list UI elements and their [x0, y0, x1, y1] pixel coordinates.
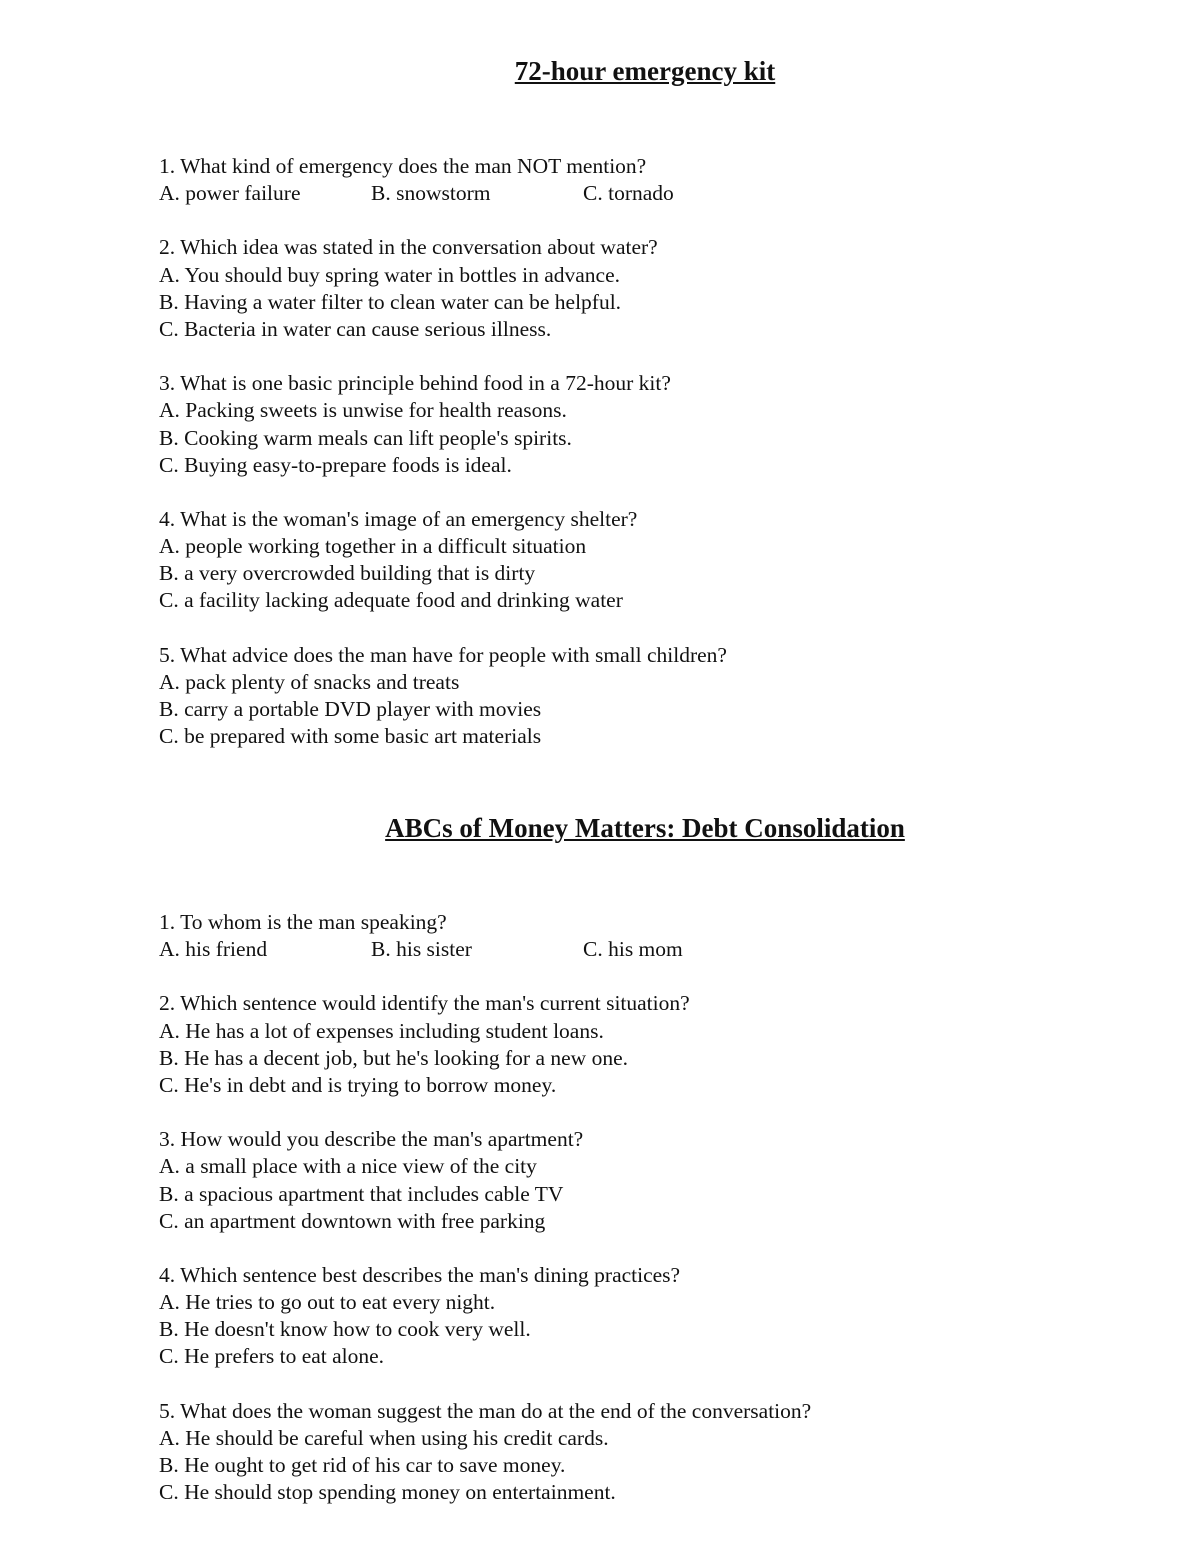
question-text: 1. To whom is the man speaking? — [159, 910, 447, 934]
option-b: B. He doesn't know how to cook very well. — [159, 1317, 531, 1342]
option-a: A. You should buy spring water in bottles in advance. — [159, 262, 621, 287]
section-1-questions — [159, 153, 1159, 777]
option-c: C. be prepared with some basic art materials — [159, 724, 542, 749]
option-a: A. Packing sweets is unwise for health reasons. — [159, 398, 567, 423]
options-row — [159, 180, 1159, 207]
question-block — [159, 1262, 1159, 1371]
option-b: B. He has a decent job, but he's looking for a new one. — [159, 1045, 628, 1070]
option-a: A. He tries to go out to eat every night. — [159, 1290, 496, 1315]
option-c: C. an apartment downtown with free parking — [159, 1208, 546, 1233]
option-a: A. power failure — [159, 181, 301, 206]
section-2-title: ABCs of Money Matters: Debt Consolidation — [385, 813, 905, 843]
option-b: B. snowstorm — [371, 181, 491, 206]
option-c: C. Buying easy-to-prepare foods is ideal. — [159, 452, 512, 477]
option-b: B. his sister — [371, 937, 472, 962]
question-text: 3. How would you describe the man's apartment? — [159, 1127, 584, 1152]
option-b: B. Having a water filter to clean water can be helpful. — [159, 289, 622, 314]
option-a: A. pack plenty of snacks and treats — [159, 669, 460, 694]
question-text: 3. What is one basic principle behind food in a 72-hour kit? — [159, 371, 671, 396]
section-2-questions — [159, 909, 1159, 1533]
question-block — [159, 234, 1159, 343]
option-c: C. He prefers to eat alone. — [159, 1344, 385, 1369]
option-a: A. a small place with a nice view of the city — [159, 1154, 537, 1179]
question-block — [159, 506, 1159, 615]
question-block — [159, 370, 1159, 479]
question-text: 4. Which sentence best describes the man's dining practices? — [159, 1262, 681, 1287]
option-c: C. He's in debt and is trying to borrow money. — [159, 1072, 557, 1097]
question-block — [159, 990, 1159, 1099]
question-block — [159, 642, 1159, 751]
question-text: 1. What kind of emergency does the man NOT mention? — [159, 154, 647, 178]
section-1-title: 72-hour emergency kit — [514, 56, 776, 86]
option-c: C. his mom — [583, 937, 683, 962]
question-block — [159, 909, 1159, 963]
option-b: B. a very overcrowded building that is dirty — [159, 561, 536, 586]
option-b: B. carry a portable DVD player with movies — [159, 697, 542, 721]
question-text: 2. Which idea was stated in the conversation about water? — [159, 235, 658, 260]
question-text: 4. What is the woman's image of an emergency shelter? — [159, 506, 638, 531]
options-row — [159, 936, 1159, 963]
question-block — [159, 1398, 1159, 1507]
option-c: C. He should stop spending money on entertainment. — [159, 1480, 616, 1505]
option-b: B. He ought to get rid of his car to save money. — [159, 1453, 566, 1477]
option-c: C. a facility lacking adequate food and drinking water — [159, 588, 623, 613]
option-a: A. He should be careful when using his credit cards. — [159, 1425, 609, 1450]
question-block — [159, 153, 1159, 207]
question-text: 5. What advice does the man have for people with small children? — [159, 642, 727, 667]
option-c: C. tornado — [583, 181, 674, 206]
option-a: A. He has a lot of expenses including student loans. — [159, 1018, 604, 1043]
option-c: C. Bacteria in water can cause serious illness. — [159, 316, 552, 341]
question-text: 2. Which sentence would identify the man's current situation? — [159, 991, 690, 1016]
question-text: 5. What does the woman suggest the man do at the end of the conversation? — [159, 1398, 812, 1423]
option-a: A. his friend — [159, 937, 268, 962]
option-b: B. Cooking warm meals can lift people's spirits. — [159, 425, 572, 450]
question-block — [159, 1126, 1159, 1235]
option-a: A. people working together in a difficult situation — [159, 534, 587, 559]
option-b: B. a spacious apartment that includes cable TV — [159, 1181, 564, 1206]
